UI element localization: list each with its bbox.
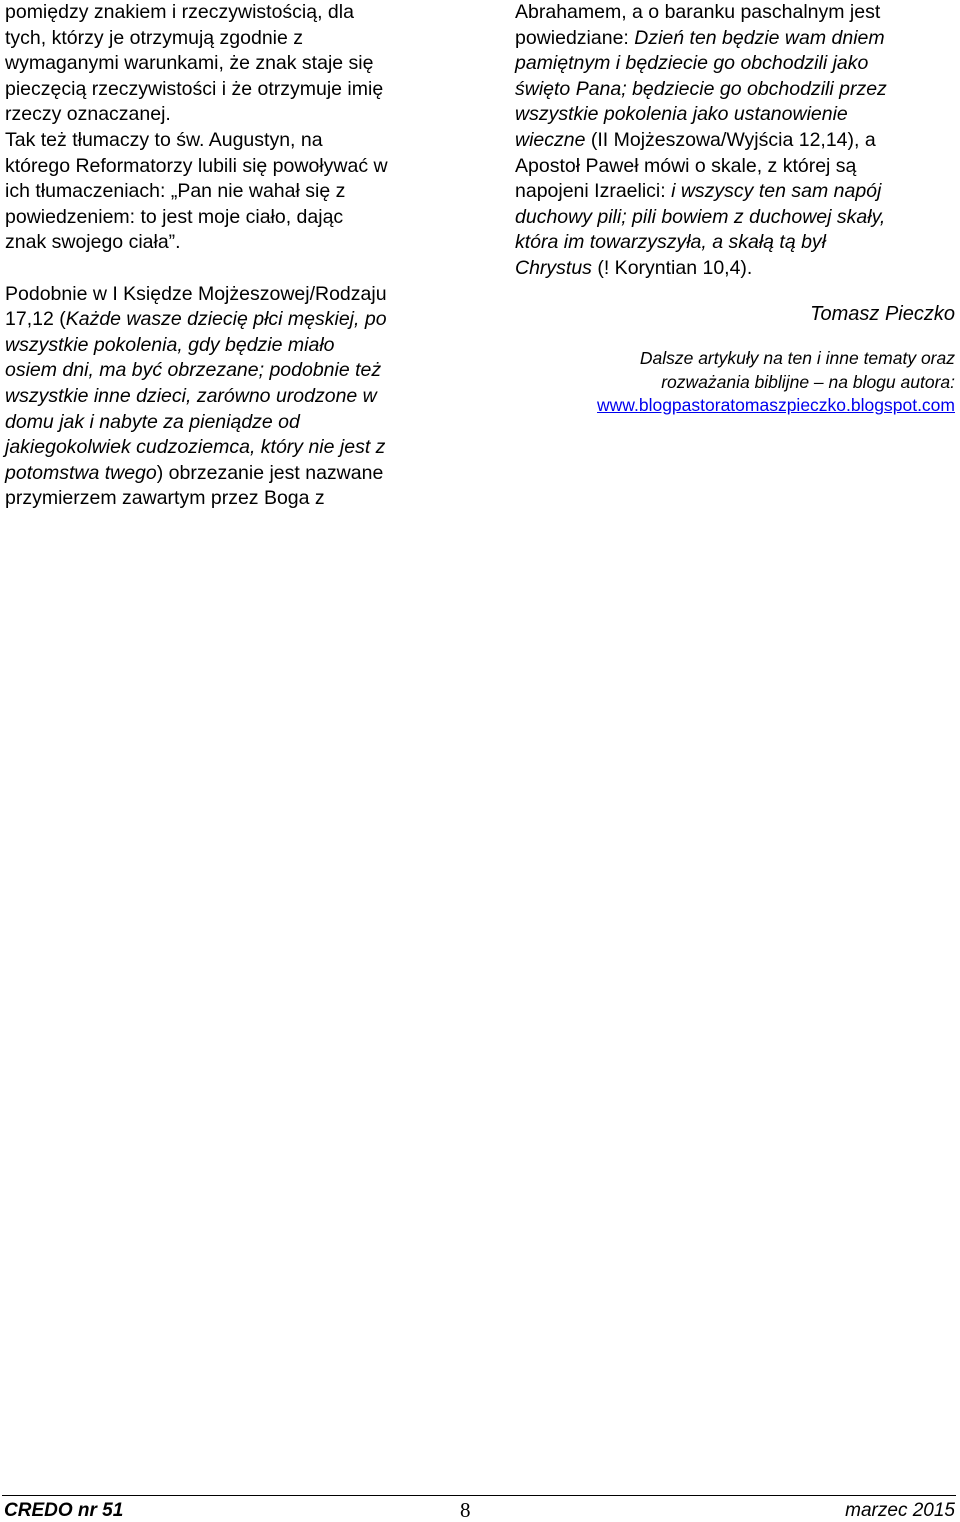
text-line: rzeczy oznaczanej.: [5, 103, 171, 126]
scripture-quote: jakiegokolwiek cudzoziemca, który nie jest z: [5, 436, 386, 459]
scripture-quote: wszystkie pokolenia jako ustanowienie: [515, 103, 848, 126]
scripture-quote: Każde wasze dziecię płci męskiej, po: [65, 308, 387, 331]
text-span: 17,12 (: [5, 308, 66, 331]
scripture-quote: pamiętnym i będziecie go obchodzili jako: [515, 52, 869, 75]
text-line: ich tłumaczeniach: „Pan nie wahał się z: [5, 180, 346, 203]
text-line: [515, 77, 955, 103]
right-column: [515, 0, 955, 418]
scripture-quote: wieczne: [515, 128, 586, 151]
text-line: znak swojego ciała”.: [5, 231, 181, 254]
page-number: 8: [460, 1498, 471, 1522]
scripture-quote: wszystkie pokolenia, gdy będzie miało: [5, 333, 335, 356]
issue-date: marzec 2015: [845, 1500, 955, 1521]
scripture-quote: i wszyscy ten sam napój: [671, 180, 882, 203]
blog-link[interactable]: www.blogpastoratomaszpieczko.blogspot.com: [597, 395, 955, 416]
text-line: [5, 307, 447, 333]
note-line: [515, 394, 955, 418]
text-line: [515, 128, 955, 154]
text-line: pomiędzy znakiem i rzeczywistością, dla: [5, 1, 354, 23]
text-line: [5, 410, 447, 436]
text-line: [5, 333, 447, 359]
scripture-quote: potomstwa twego: [5, 461, 157, 484]
text-line: [515, 256, 955, 282]
text-line: Tak też tłumaczy to św. Augustyn, na: [5, 128, 323, 151]
text-span: (! Koryntian 10,4).: [591, 256, 753, 279]
text-line: [515, 179, 955, 205]
scripture-quote: duchowy pili; pili bowiem z duchowej skały,: [515, 205, 886, 228]
issue-label: CREDO nr 51: [4, 1500, 124, 1521]
scripture-quote: Chrystus: [515, 256, 592, 279]
text-line: Abrahamem, a o baranku paschalnym jest: [515, 1, 881, 23]
paragraph: [5, 282, 447, 512]
text-line: Podobnie w I Księdze Mojżeszowej/Rodzaju: [5, 282, 387, 305]
text-line: [515, 102, 955, 128]
scripture-quote: która im towarzyszyła, a skałą tą był: [515, 231, 827, 254]
text-line: [5, 461, 447, 487]
text-line: [5, 358, 447, 384]
text-line: powiedzeniem: to jest moje ciało, dając: [5, 205, 344, 228]
scripture-quote: święto Pana; będziecie go obchodzili przez: [515, 77, 887, 100]
text-line: [5, 435, 447, 461]
blog-note: [515, 347, 955, 418]
text-line: wymaganymi warunkami, że znak staje się: [5, 52, 374, 75]
note-line: Dalsze artykuły na ten i inne tematy oraz: [639, 348, 955, 369]
paragraph: [515, 0, 955, 282]
footer-divider: [2, 1495, 956, 1496]
text-line: którego Reformatorzy lubili się powoływać w: [5, 154, 388, 177]
left-column: [5, 0, 447, 512]
text-line: [515, 205, 955, 231]
scripture-quote: domu jak i nabyte za pieniądze od: [5, 410, 300, 433]
text-line: Apostoł Paweł mówi o skale, z której są: [515, 154, 857, 177]
text-line: [5, 384, 447, 410]
text-span: ) obrzezanie jest nazwane: [156, 461, 384, 484]
text-span: (II Mojżeszowa/Wyjścia 12,14), a: [585, 128, 876, 151]
author-signature: Tomasz Pieczko: [810, 302, 955, 325]
text-span: powiedziane:: [515, 26, 635, 49]
scripture-quote: osiem dni, ma być obrzezane; podobnie też: [5, 359, 382, 382]
text-line: [515, 230, 955, 256]
text-line: pieczęcią rzeczywistości i że otrzymuje imię: [5, 77, 384, 100]
text-line: [515, 26, 955, 52]
scripture-quote: Dzień ten będzie wam dniem: [634, 26, 885, 49]
scripture-quote: wszystkie inne dzieci, zarówno urodzone w: [5, 384, 377, 407]
text-line: przymierzem zawartym przez Boga z: [5, 487, 325, 510]
text-span: napojeni Izraelici:: [515, 180, 672, 203]
text-line: [515, 51, 955, 77]
note-line: rozważania biblijne – na blogu autora:: [661, 371, 955, 392]
page-footer: [4, 1500, 955, 1522]
text-line: tych, którzy je otrzymują zgodnie z: [5, 26, 304, 49]
paragraph: [5, 0, 447, 256]
